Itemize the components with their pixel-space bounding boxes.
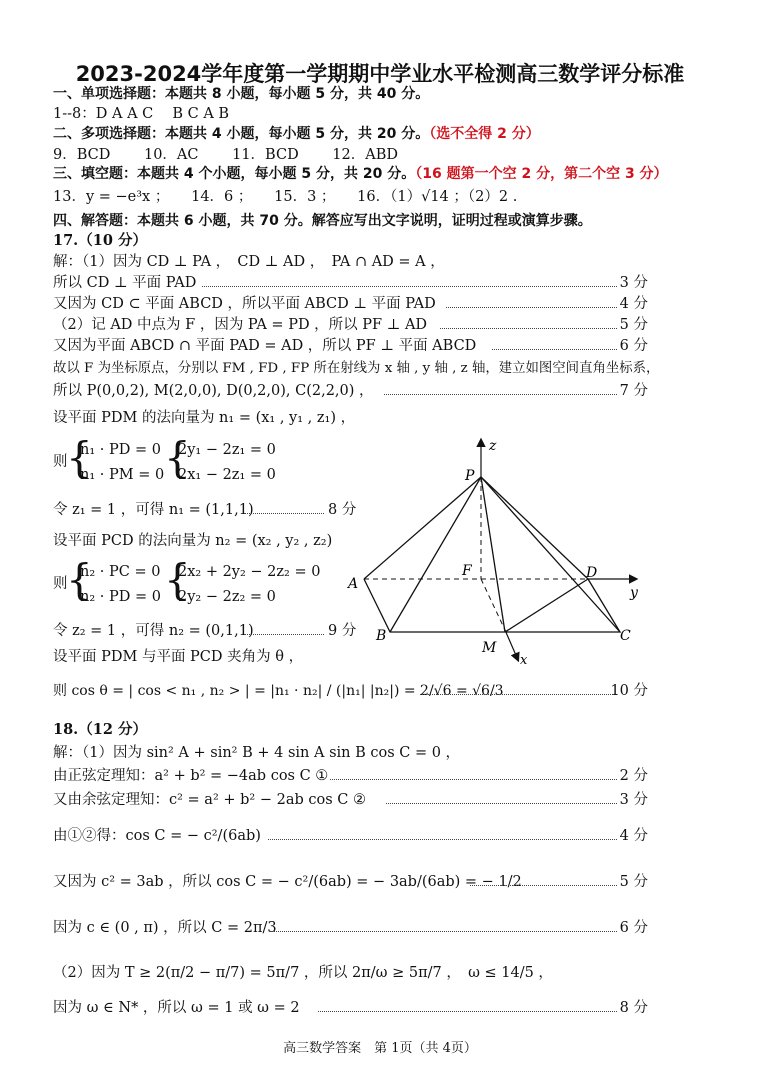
x-axis-hidden <box>481 579 505 630</box>
dot-leader <box>202 286 617 287</box>
label-y: y <box>630 585 638 601</box>
dot-leader <box>386 803 617 804</box>
q17-system-1-eq-a: n₁ · PD = 0 <box>80 442 161 458</box>
q17-system-2-eq-a: n₂ · PC = 0 <box>80 564 161 580</box>
q18-heading: 18.（12 分） <box>53 721 147 738</box>
q18-line-4: 由①②得：cos C = − c²/(6ab) <box>53 828 261 844</box>
score-mark: 8 分 <box>619 1000 648 1016</box>
score-mark: 7 分 <box>619 383 648 399</box>
q17-line-1: 解：（1）因为 CD ⊥ PA ， CD ⊥ AD ， PA ∩ AD = A ， <box>53 254 445 270</box>
q17-system-2-eq-d: 2y₂ − 2z₂ = 0 <box>178 589 276 605</box>
q17-line-11: 令 z₂ = 1 ，可得 n₂ = (0,1,1) <box>53 623 254 639</box>
q17-system-2-prefix: 则 <box>53 576 68 592</box>
label-m: M <box>482 640 497 656</box>
q18-line-5: 又因为 c² = 3ab ，所以 cos C = − c²/(6ab) = − 3ab/(6ab) = − 1/2 <box>53 874 522 890</box>
label-z: z <box>489 438 497 454</box>
q17-line-9: 令 z₁ = 1 ，可得 n₁ = (1,1,1) <box>53 502 254 518</box>
q17-heading: 17.（10 分） <box>53 232 147 249</box>
q17-line-13: 则 cos θ = | cos < n₁ , n₂ > | = |n₁ · n₂| / (|n₁| |n₂|) = 2/√6 = √6/3 <box>53 683 504 699</box>
score-mark: 5 分 <box>619 874 648 890</box>
dot-leader <box>492 349 617 350</box>
q17-system-1-eq-c: 2y₁ − 2z₁ = 0 <box>178 442 276 458</box>
q17-line-10: 设平面 PCD 的法向量为 n₂ = (x₂ , y₂ , z₂) <box>53 533 333 549</box>
section-3-answers: 13．y = −e³x ； 14．6 ； 15．3 ； 16．（1）√14 ；（2）2 . <box>53 189 518 205</box>
q17-line-3: 又因为 CD ⊂ 平面 ABCD ，所以平面 ABCD ⊥ 平面 PAD <box>53 296 436 312</box>
q17-system-1-eq-b: n₁ · PM = 0 <box>80 467 165 483</box>
dot-leader <box>244 634 324 635</box>
score-mark: 3 分 <box>619 275 648 291</box>
score-mark: 5 分 <box>619 317 648 333</box>
section-1-answers: 1--8：D A A C B C A B <box>53 106 230 122</box>
score-mark: 8 分 <box>328 502 357 518</box>
q18-line-8: 因为 ω ∈ N* ，所以 ω = 1 或 ω = 2 <box>53 1000 300 1016</box>
score-mark: 3 分 <box>619 792 648 808</box>
section-2-heading <box>53 124 540 144</box>
label-f: F <box>462 563 472 579</box>
q17-line-2: 所以 CD ⊥ 平面 PAD <box>53 275 197 291</box>
page-footer: 高三数学答案 第 1页（共 4页） <box>283 1041 477 1056</box>
section-1-heading: 一、单项选择题：本题共 8 小题，每小题 5 分，共 40 分。 <box>53 86 430 102</box>
score-mark: 6 分 <box>619 338 648 354</box>
label-d: D <box>586 565 598 581</box>
q18-line-7: （2）因为 T ≥ 2(π/2 − π/7) = 5π/7 ，所以 2π/ω ≥ 5π/7 ， ω ≤ 14/5 ， <box>53 965 553 981</box>
base-edges <box>364 579 620 632</box>
q17-line-8: 设平面 PDM 的法向量为 n₁ = (x₁ , y₁ , z₁) ， <box>53 410 356 426</box>
section-2-answers: 9．BCD 10．AC 11．BCD 12．ABD <box>53 147 399 163</box>
label-a: A <box>348 576 359 592</box>
score-mark: 9 分 <box>328 623 357 639</box>
pyramid-figure <box>340 432 650 672</box>
section-2-heading-text: 二、多项选择题：本题共 4 小题，每小题 5 分，共 20 分。 <box>53 126 430 142</box>
label-c: C <box>620 628 631 644</box>
edge-pd <box>481 477 588 579</box>
score-mark: 2 分 <box>619 768 648 784</box>
q17-line-5: 又因为平面 ABCD ∩ 平面 PAD = AD ，所以 PF ⊥ 平面 ABCD <box>53 338 477 354</box>
q17-system-2-eq-c: 2x₂ + 2y₂ − 2z₂ = 0 <box>178 564 321 580</box>
q18-line-1: 解：（1）因为 sin² A + sin² B + 4 sin A sin B cos C = 0 ， <box>53 745 461 761</box>
dot-leader <box>318 1011 617 1012</box>
brace-icon: { <box>164 433 191 482</box>
dot-leader <box>384 394 617 395</box>
q17-system-2-eq-b: n₂ · PD = 0 <box>80 589 161 605</box>
q17-line-4: （2）记 AD 中点为 F ，因为 PA = PD ，所以 PF ⊥ AD <box>53 317 428 333</box>
q18-line-6: 因为 c ∈ (0 , π) ，所以 C = 2π/3 <box>53 920 277 936</box>
q18-line-2: 由正弦定理知：a² + b² = −4ab cos C ① <box>53 768 329 784</box>
dot-leader <box>420 694 617 695</box>
dot-leader <box>446 307 617 308</box>
q17-line-12: 设平面 PDM 与平面 PCD 夹角为 θ ， <box>53 649 304 665</box>
q17-system-1-prefix: 则 <box>53 454 68 470</box>
section-3-note: （16 题第一个空 2 分，第二个空 3 分） <box>415 166 668 182</box>
dot-leader <box>440 328 617 329</box>
q17-line-6: 故以 F 为坐标原点，分别以 FM , FD , FP 所在射线为 x 轴 , y 轴 , z 轴，建立如图空间直角坐标系， <box>53 361 660 376</box>
dot-leader <box>268 839 617 840</box>
q17-line-7: 所以 P(0,0,2), M(2,0,0), D(0,2,0), C(2,2,0) ， <box>53 383 374 399</box>
edge-md <box>505 579 588 632</box>
section-2-note: （选不全得 2 分） <box>429 126 540 142</box>
brace-icon: { <box>66 555 93 604</box>
score-mark: 4 分 <box>619 296 648 312</box>
brace-icon: { <box>164 555 191 604</box>
q18-line-3: 又由余弦定理知：c² = a² + b² − 2ab cos C ② <box>53 792 366 808</box>
dot-leader <box>270 931 617 932</box>
score-mark: 4 分 <box>619 828 648 844</box>
section-3-heading-text: 三、填空题：本题共 4 个小题，每小题 5 分，共 20 分。 <box>53 166 416 182</box>
q17-system-1-eq-d: 2x₁ − 2z₁ = 0 <box>178 467 276 483</box>
x-axis <box>505 630 518 660</box>
page-title: 2023-2024学年度第一学期期中学业水平检测高三数学评分标准 <box>75 62 685 86</box>
label-b: B <box>376 628 387 644</box>
score-mark: 10 分 <box>610 683 648 699</box>
section-3-heading <box>53 164 668 184</box>
label-p: P <box>465 468 475 484</box>
dot-leader <box>470 885 617 886</box>
brace-icon: { <box>66 433 93 482</box>
dot-leader <box>244 513 324 514</box>
section-4-heading: 四、解答题：本题共 6 小题，共 70 分。解答应写出文字说明，证明过程或演算步骤。 <box>53 213 592 229</box>
label-x: x <box>520 653 528 668</box>
score-mark: 6 分 <box>619 920 648 936</box>
dot-leader <box>330 779 617 780</box>
edge-pb <box>390 477 481 632</box>
